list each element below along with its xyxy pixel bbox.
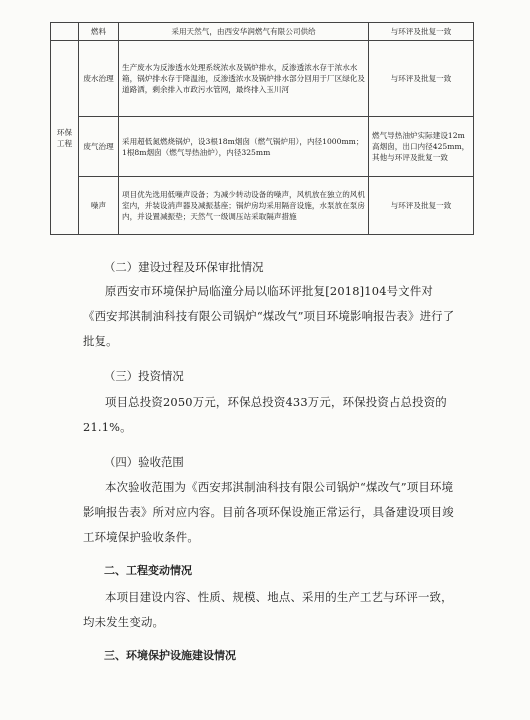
section-heading: （三）投资情况	[104, 369, 184, 383]
row-status: 与环评及批复一致	[369, 23, 474, 41]
chapter-heading: 三、环境保护设施建设情况	[104, 649, 236, 662]
row-measure: 生产废水为反渗透水处理系统浓水及锅炉排水，反渗透浓水存于浓水水箱，锅炉排水存于降温池，反渗透浓水及锅炉排水部分回用于厂区绿化及道路洒，剩余排入市政污水管网，最终排入玉川河	[119, 41, 369, 117]
table-cell-empty	[51, 23, 79, 41]
table-row	[51, 41, 474, 117]
row-measure: 项目优先选用低噪声设备；为减少转动设备的噪声，风机放在独立的风机室内，并装设消声器及减振基座；锅炉房均采用隔音设施，水泵放在泵房内，并设置减振垫；天然气一级调压站采取隔声措施	[119, 177, 369, 235]
section-heading: （二）建设过程及环保审批情况	[104, 260, 264, 274]
paragraph: 本项目建设内容、性质、规模、地点、采用的生产工艺与环评一致，均未发生变动。	[83, 590, 453, 629]
paragraph: 项目总投资2050万元，环保总投资433万元，环保投资占总投资的21.1%。	[83, 395, 447, 434]
row-name: 废气治理	[79, 117, 119, 177]
table-row	[51, 23, 474, 41]
row-status: 与环评及批复一致	[369, 41, 474, 117]
category-cell: 环保工程	[51, 41, 79, 235]
row-name: 噪声	[79, 177, 119, 235]
section-heading: （四）验收范围	[104, 455, 184, 469]
paragraph: 原西安市环境保护局临潼分局以临环评批复[2018]104号文件对《西安邦淇制油科技有限公司锅炉“煤改气”项目环境影响报告表》进行了批复。	[83, 284, 455, 348]
environmental-works-table	[50, 22, 474, 235]
row-measure: 采用超低氮燃烧锅炉，设3根18m烟囱（燃气锅炉用），内径1000mm；1根8m烟囱（燃气导热油炉），内径325mm	[119, 117, 369, 177]
row-name: 废水治理	[79, 41, 119, 117]
table-row	[51, 177, 474, 235]
row-measure: 采用天然气，由西安华润燃气有限公司供给	[119, 23, 369, 41]
chapter-heading: 二、工程变动情况	[104, 564, 192, 577]
row-status: 燃气导热油炉实际建设12m高烟囱，出口内径425mm，其他与环评及批复一致	[369, 117, 474, 177]
paragraph: 本次验收范围为《西安邦淇制油科技有限公司锅炉“煤改气”项目环境影响报告表》所对应内容。目前各项环保设施正常运行，具备建设项目竣工环境保护验收条件。	[83, 480, 454, 544]
table-row	[51, 117, 474, 177]
row-name: 燃料	[79, 23, 119, 41]
row-status: 与环评及批复一致	[369, 177, 474, 235]
